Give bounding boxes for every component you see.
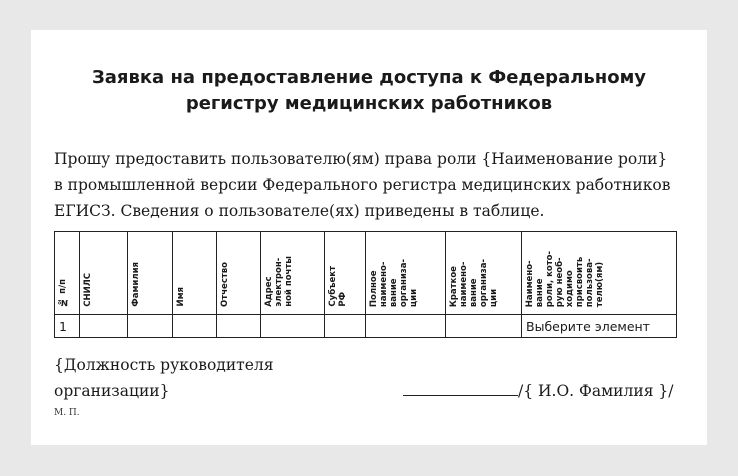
- col-header-org-full-name: Полное наимено- вание организа- ции: [366, 232, 446, 315]
- signature-line: [403, 381, 518, 396]
- col-header-role: Наимено- вание роли, кото- рую необ- ходимо присвоить пользова- телю(ям): [522, 232, 677, 315]
- col-header-number: № п/п: [55, 232, 80, 315]
- signature-block: [403, 378, 673, 404]
- signature-name: /{ И.О. Фамилия }/: [518, 382, 674, 400]
- cell-org-short-name[interactable]: [446, 315, 522, 338]
- request-paragraph: [54, 146, 694, 224]
- col-header-snils: СНИЛС: [80, 232, 128, 315]
- request-line-3: ЕГИСЗ. Сведения о пользователе(ях) приведены в таблице.: [54, 202, 545, 220]
- col-header-first-name: Имя: [173, 232, 217, 315]
- application-form: [31, 30, 707, 445]
- cell-surname[interactable]: [128, 315, 173, 338]
- form-title: [31, 65, 707, 117]
- request-line-2: в промышленной версии Федерального регистра медицинских работников: [54, 176, 671, 194]
- position-line-1: {Должность руководителя: [54, 356, 274, 374]
- cell-snils[interactable]: [80, 315, 128, 338]
- col-header-region: Субъект РФ: [325, 232, 366, 315]
- stamp-label: М. П.: [54, 408, 80, 418]
- table-header-row: [55, 232, 677, 315]
- cell-patronymic[interactable]: [217, 315, 261, 338]
- title-line-1: Заявка на предоставление доступа к Федеральному: [91, 67, 647, 88]
- title-line-2: регистру медицинских работников: [185, 93, 553, 114]
- cell-org-full-name[interactable]: [366, 315, 446, 338]
- position-line-2: организации}: [54, 382, 170, 400]
- role-select-field[interactable]: Выберите элемент: [522, 315, 677, 338]
- cell-email[interactable]: [261, 315, 325, 338]
- col-header-patronymic: Отчество: [217, 232, 261, 315]
- col-header-email: Адрес электрон- ной почты: [261, 232, 325, 315]
- col-header-surname: Фамилия: [128, 232, 173, 315]
- request-line-1: Прошу предоставить пользователю(ям) права роли {Наименование роли}: [54, 150, 668, 168]
- table-row: [55, 315, 677, 338]
- cell-first-name[interactable]: [173, 315, 217, 338]
- cell-region[interactable]: [325, 315, 366, 338]
- cell-number: 1: [55, 315, 80, 338]
- users-table: [54, 231, 677, 338]
- col-header-org-short-name: Краткое наимено- вание организа- ции: [446, 232, 522, 315]
- manager-position: [54, 352, 274, 404]
